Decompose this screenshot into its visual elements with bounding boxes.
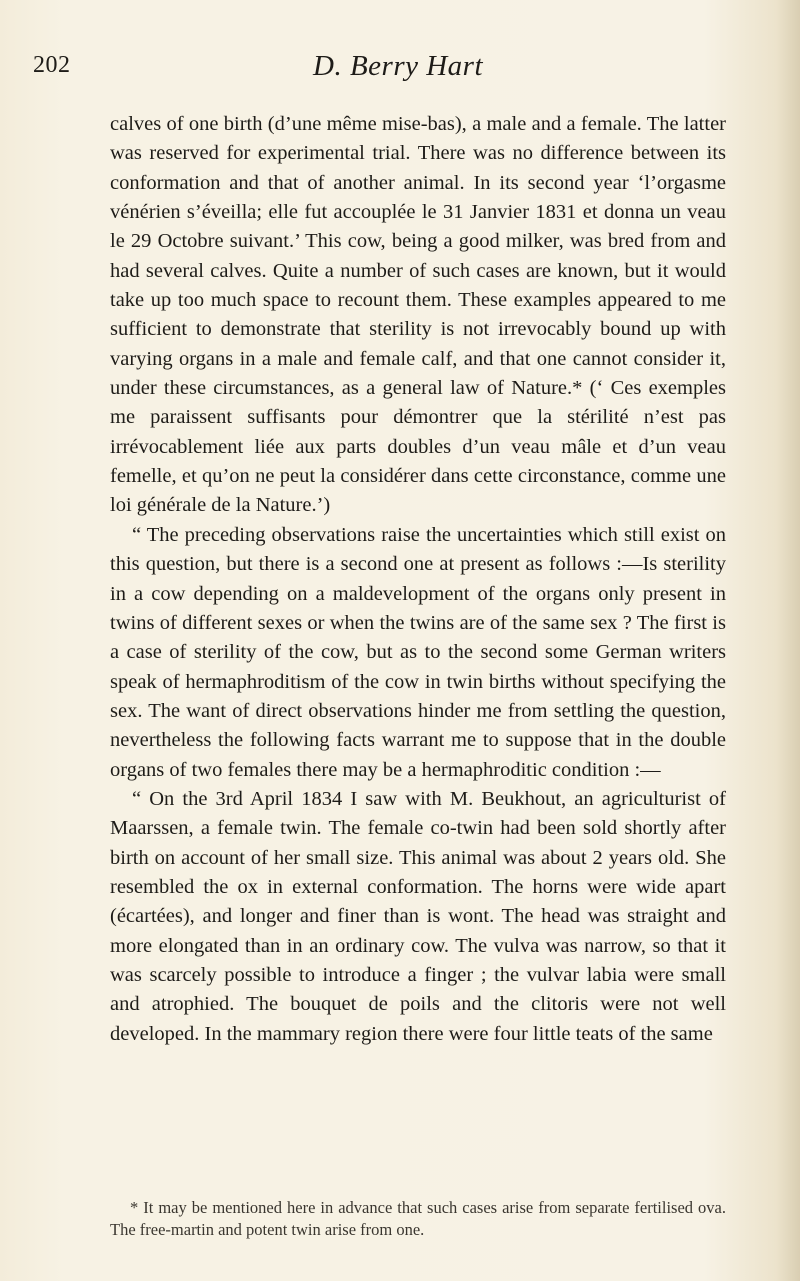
footnote: * It may be mentioned here in advance that such cases arise from separate fertilised ova. The free-martin and potent twin arise from one. xyxy=(110,1198,726,1239)
paragraph-3: “ On the 3rd April 1834 I saw with M. Beukhout, an agriculturist of Maarssen, a female twin. The female co-twin had been sold shortly after birth on account of her small size. This animal was about 2 years old. She resembled the ox in external conformation. The horns were wide apart (écartées), and longer and finer than is wont. The head was straight and more elongated than in an ordinary cow. The vulva was narrow, so that it was scarcely possible to introduce a finger ; the vulvar labia were small and atrophied. The bouquet de poils and the clitoris were not well developed. In the mammary region there were four little teats of the same xyxy=(110,787,726,1045)
page-number: 202 xyxy=(33,52,71,78)
paragraph-2: “ The preceding observations raise the uncertainties which still exist on this question, but there is a second one at present as follows :—Is sterility in a cow depending on a maldevelopment of the organs only present in twins of different sexes or when the twins are of the same sex ? The first is a case of sterility of the cow, but as to the second some German writers speak of hermaphroditism of the cow in twin births without specifying the sex. The want of direct observations hinder me from settling the question, nevertheless the following facts warrant me to suppose that in the double organs of two females there may be a hermaphroditic condition :— xyxy=(110,523,726,781)
paragraph-1: calves of one birth (d’une même mise-bas), a male and a female. The latter was reserved for experimental trial. There was no difference between its conformation and that of another animal. In its second year ‘l’orgasme vénérien s’éveilla; elle fut accouplée le 31 Janvier 1831 et donna un veau le 29 Octobre suivant.’ This cow, being a good milker, was bred from and had several calves. Quite a number of such cases are known, but it would take up too much space to recount them. These examples appeared to me sufficient to demonstrate that sterility is not irrevocably bound up with varying organs in a male and female calf, and that one cannot consider it, under these circumstances, as a general law of Nature.* (‘ Ces exemples me paraissent suffisants pour démontrer que la stérilité n’est pas irrévocablement liée aux parts doubles d’un veau mâle et d’un veau femelle, et qu’on ne peut la considérer dans cette circonstance, comme une loi générale de la Nature.’) xyxy=(110,113,726,517)
page-header xyxy=(0,50,800,90)
body-text xyxy=(110,110,726,1049)
running-head: D. Berry Hart xyxy=(313,50,484,82)
